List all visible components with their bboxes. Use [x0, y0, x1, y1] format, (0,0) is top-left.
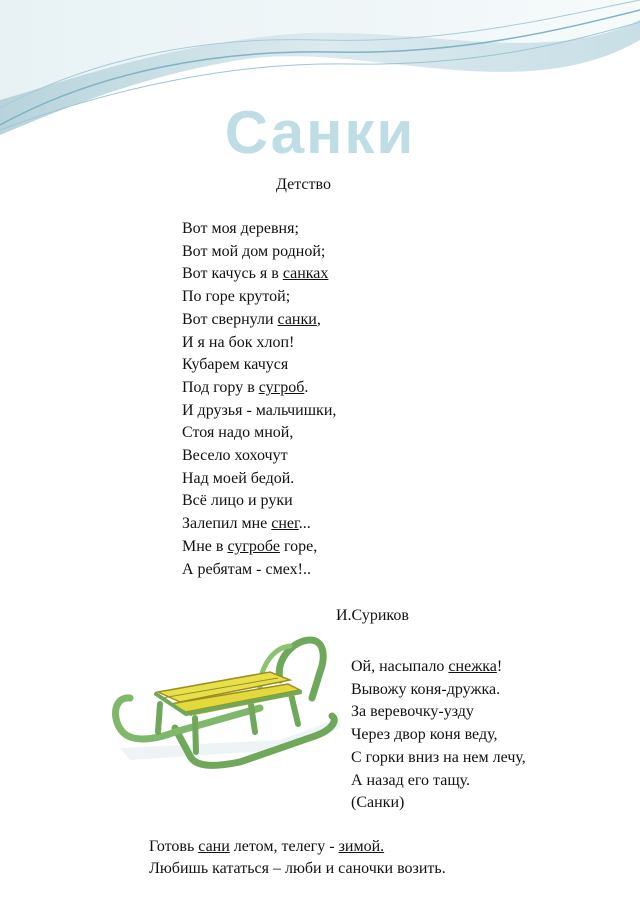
poem-title: Детство	[276, 176, 331, 193]
poem-line-text: Стоя надо мной,	[182, 424, 294, 442]
proverb-line	[149, 836, 446, 858]
poem-line-text: ...	[298, 515, 311, 533]
poem-line	[182, 490, 336, 513]
poem-line-text: И я на бок хлоп!	[182, 333, 295, 351]
poem-line-text: горе,	[279, 537, 318, 555]
riddle-line-text: Через двор коня веду,	[351, 726, 498, 744]
poem-line-link[interactable]: санках	[282, 265, 329, 283]
proverb-line-link[interactable]: сани	[198, 838, 230, 855]
poem-author: И.Суриков	[336, 607, 409, 624]
poem-line-text: Вот моя деревня;	[182, 220, 299, 237]
poem-line-text: Над моей бедой.	[182, 469, 295, 487]
page-title: Санки	[224, 99, 416, 166]
poem-line-text: По горе крутой;	[182, 288, 291, 306]
poem-line	[182, 332, 336, 355]
proverb-line-link[interactable]: зимой.	[338, 838, 385, 855]
proverb-line-text: летом, телегу -	[229, 838, 339, 855]
riddle-line	[351, 701, 526, 724]
poem-line-link[interactable]: санки	[277, 310, 317, 328]
poem-line-text: Мне в	[182, 537, 228, 555]
poem-line-text: Под гору в	[182, 378, 259, 396]
poem	[182, 218, 336, 581]
proverb-line-text: Готовь	[149, 838, 199, 855]
riddle-line-text: Вывожу коня-дружка.	[351, 680, 501, 698]
poem-line-text: Вот качусь я в	[182, 265, 283, 283]
poem-line-text: Залепил мне	[182, 515, 272, 533]
poem-line	[182, 445, 336, 468]
poem-line-text: И друзья - мальчишки,	[182, 401, 337, 419]
poem-line-text: Вот мой дом родной;	[182, 242, 326, 260]
riddle-line	[351, 747, 526, 770]
poem-line-text: Весело хохочут	[182, 447, 288, 465]
poem-line	[182, 263, 336, 286]
poem-line	[182, 559, 336, 582]
riddle	[351, 656, 526, 815]
riddle-line-text: За веревочку-узду	[351, 703, 474, 721]
riddle-line	[351, 656, 526, 679]
poem-line	[182, 422, 336, 445]
proverb	[149, 836, 446, 880]
proverb-line	[149, 858, 446, 880]
poem-line	[182, 468, 336, 491]
proverb-line-text: Любишь кататься – люби и саночки возить.	[149, 860, 446, 877]
poem-line	[182, 513, 336, 536]
riddle-line	[351, 792, 526, 815]
riddle-line-text: Ой, насыпало	[351, 658, 449, 675]
poem-line	[182, 286, 336, 309]
poem-line-link[interactable]: снег	[271, 515, 299, 533]
poem-line	[182, 536, 336, 559]
poem-line-link[interactable]: сугроб	[258, 378, 305, 396]
poem-line-link[interactable]: сугробе	[227, 537, 280, 555]
riddle-line-text: !	[496, 658, 503, 675]
poem-line-text: Вот свернули	[182, 310, 278, 328]
riddle-line-text: С горки вниз на нем лечу,	[351, 748, 526, 766]
poem-line	[182, 241, 336, 264]
riddle-line	[351, 679, 526, 702]
poem-line-text: ,	[316, 310, 321, 328]
riddle-line-text: А назад его тащу.	[351, 771, 471, 789]
poem-line-text: Кубарем качуся	[182, 356, 289, 374]
poem-line	[182, 377, 336, 400]
poem-line	[182, 309, 336, 332]
poem-line	[182, 218, 336, 241]
riddle-line	[351, 724, 526, 747]
poem-line-text: Всё лицо и руки	[182, 492, 293, 510]
riddle-line-text: (Санки)	[351, 794, 405, 812]
poem-line	[182, 400, 336, 423]
sled-illustration	[100, 628, 345, 788]
poem-line-text: .	[304, 378, 309, 396]
poem-line-text: А ребятам - смех!..	[182, 560, 311, 578]
poem-line	[182, 354, 336, 377]
riddle-line	[351, 770, 526, 793]
riddle-line-link[interactable]: снежка	[448, 658, 497, 675]
